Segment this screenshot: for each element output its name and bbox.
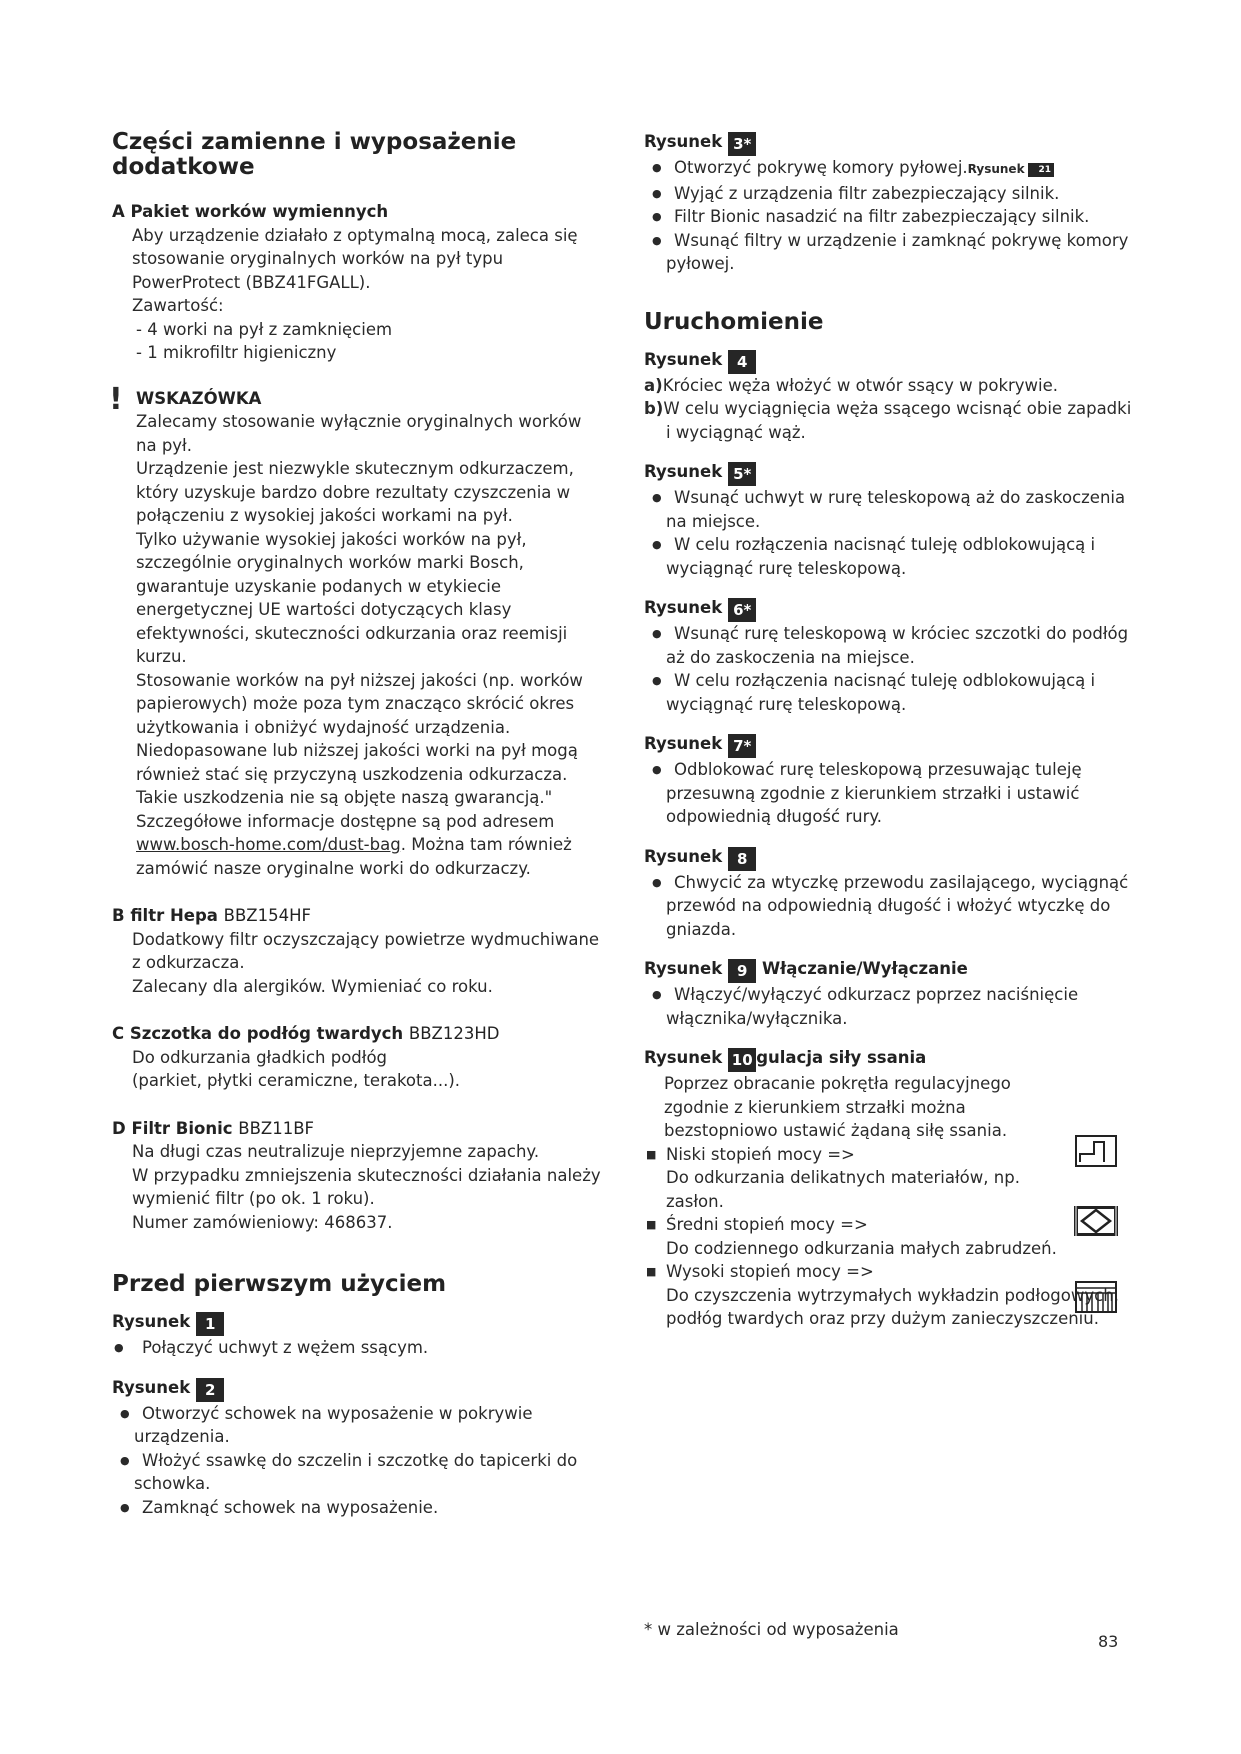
list-item: ● Wsunąć uchwyt w rurę teleskopową aż do zaskoczenia na miejsce.: [644, 486, 1139, 533]
footnote: * w zależności od wyposażenia: [644, 1620, 899, 1639]
a-item: - 1 mikrofiltr higieniczny: [136, 343, 337, 362]
figure-7-block: [644, 732, 1139, 829]
figure-number-badge: 5*: [728, 462, 756, 486]
a-title: A Pakiet worków wymiennych: [112, 202, 389, 221]
power-level-high: ■ Wysoki stopień mocy => Do czyszczenia wytrzymałych wykładzin podłogowych, podłóg twardych oraz przy dużym zanieczyszczeniu.: [644, 1260, 1079, 1331]
c-title: C Szczotka do podłóg twardych BBZ123HD: [112, 1024, 500, 1043]
figure-number-badge: 3*: [728, 132, 756, 156]
figure-number-badge: 1: [196, 1312, 224, 1336]
section-c: [112, 1022, 602, 1093]
figure-6-heading: Rysunek 6*: [644, 596, 1139, 622]
list-item: ● W celu rozłączenia nacisnąć tuleję odblokowującą i wyciągnąć rurę teleskopową.: [644, 669, 1139, 716]
a-contents-label: Zawartość:: [132, 296, 224, 315]
note-title: WSKAZÓWKA: [136, 388, 262, 408]
section-title-startup: Uruchomienie: [644, 308, 824, 335]
a-text: Aby urządzenie działało z optymalną mocą, zaleca się stosowanie oryginalnych worków na pył typu PowerProtect (BBZ41FGALL).: [132, 225, 578, 292]
note-p4: Stosowanie worków na pył niższej jakości (np. worków papierowych) może poza tym znacząco skrócić okres użytkowania i obniżyć wydajność urządzenia. Niedopasowane lub niższej jakości worki na pył mogą również stać się przyczyną uszkodzenia odkurzacza. Takie uszkodzenia nie są objęte naszą gwarancją.": [136, 670, 583, 807]
figure-10-block: [644, 1046, 1139, 1331]
c-text2: (parkiet, płytki ceramiczne, terakota...).: [132, 1071, 461, 1090]
note-block: [109, 381, 602, 881]
note-p2: Urządzenie jest niezwykle skutecznym odkurzaczem, który uzyskuje bardzo dobre rezultaty czyszczenia w połączeniu z wysokiej jakości workami na pył.: [136, 459, 574, 525]
fig10-text: Poprzez obracanie pokrętła regulacyjnego zgodnie z kierunkiem strzałki można bezstopniowo ustawić żądaną siłę ssania.: [664, 1074, 1011, 1140]
page-number: 83: [1098, 1632, 1119, 1651]
step-b: b)W celu wyciągnięcia węża ssącego wcisnąć obie zapadki i wyciągnąć wąż.: [644, 399, 1132, 442]
section-title-before-first-use: Przed pierwszym użyciem: [112, 1271, 447, 1297]
a-item: - 4 worki na pył z zamknięciem: [136, 319, 393, 339]
figure-number-badge: 6*: [728, 598, 756, 622]
figure-8-block: [644, 845, 1139, 942]
list-item: ● Chwycić za wtyczkę przewodu zasilającego, wyciągnąć przewód na odpowiednią długość i włożyć wtyczkę do gniazda.: [644, 871, 1139, 942]
b-title: B filtr Hepa BBZ154HF: [112, 906, 312, 925]
figure-number-badge: 10: [728, 1048, 756, 1072]
figure-2-block: [112, 1376, 602, 1520]
figure-5-block: [644, 460, 1139, 580]
list-item: ● Wyjąć z urządzenia filtr zabezpieczający silnik.: [644, 182, 1139, 206]
list-item: ● Połączyć uchwyt z wężem ssącym.: [112, 1336, 602, 1360]
power-level-medium: ■ Średni stopień mocy => Do codziennego odkurzania małych zabrudzeń.: [644, 1213, 1079, 1260]
note-p5: Szczegółowe informacje dostępne są pod adresem www.bosch-home.com/dust-bag. Można tam również zamówić nasze oryginalne worki do odkurzaczy.: [136, 811, 572, 878]
list-item: ● Zamknąć schowek na wyposażenie.: [112, 1496, 602, 1520]
section-title-spare-parts: [112, 130, 602, 180]
figure-number-badge: 9: [728, 959, 756, 983]
rug-icon: [1072, 1204, 1120, 1238]
exclamation-icon: !: [109, 381, 123, 417]
section-a: [112, 200, 602, 365]
power-level-low: ■ Niski stopień mocy => Do odkurzania delikatnych materiałów, np. zasłon.: [644, 1143, 1079, 1214]
figure-8-heading: Rysunek 8: [644, 845, 1139, 871]
dust-bag-link[interactable]: www.bosch-home.com/dust-bag: [136, 835, 401, 854]
title-line1: Części zamienne i wyposażenie: [112, 129, 517, 155]
figure-9-heading: Rysunek 9 Włączanie/Wyłączanie: [644, 957, 1139, 983]
b-text2: Zalecany dla alergików. Wymieniać co roku.: [132, 976, 493, 996]
figure-7-heading: Rysunek 7*: [644, 732, 1139, 758]
d-text2: W przypadku zmniejszenia skuteczności działania należy wymienić filtr (po ok. 1 roku).: [132, 1165, 601, 1208]
figure-3-heading: Rysunek 3*: [644, 130, 1139, 156]
figure-4-block: [644, 348, 1139, 445]
list-item: ● Włożyć ssawkę do szczelin i szczotkę do tapicerki do schowka.: [112, 1449, 602, 1496]
c-text: Do odkurzania gładkich podłóg: [132, 1047, 388, 1067]
list-item: ● Otworzyć pokrywę komory pyłowej.Rysunek 21: [644, 156, 1139, 182]
note-p1: Zalecamy stosowanie wyłącznie oryginalnych worków na pył.: [136, 412, 582, 455]
figure-6-block: [644, 596, 1139, 716]
figure-3-block: [644, 130, 1139, 276]
list-item: ● Filtr Bionic nasadzić na filtr zabezpieczający silnik.: [644, 205, 1139, 229]
figure-ref-badge: 21: [1028, 163, 1055, 177]
figure-9-block: [644, 957, 1139, 1030]
curtain-icon: [1074, 1134, 1118, 1168]
figure-5-heading: Rysunek 5*: [644, 460, 1139, 486]
figure-10-heading: Rysunek 10 gulacja siły ssania: [644, 1046, 1139, 1072]
figure-2-heading: Rysunek 2: [112, 1376, 602, 1402]
d-title: D Filtr Bionic BBZ11BF: [112, 1118, 315, 1138]
figure-number-badge: 2: [196, 1378, 224, 1402]
d-text: Na długi czas neutralizuje nieprzyjemne zapachy.: [132, 1142, 540, 1161]
figure-number-badge: 8: [728, 847, 756, 871]
figure-4-heading: Rysunek 4: [644, 348, 1139, 374]
carpet-icon: [1074, 1280, 1118, 1314]
section-d: [112, 1117, 602, 1235]
figure-1-heading: Rysunek 1: [112, 1310, 602, 1336]
list-item: ● Włączyć/wyłączyć odkurzacz poprzez naciśnięcie włącznika/wyłącznika.: [644, 983, 1139, 1030]
figure-1-block: [112, 1310, 602, 1360]
list-item: ● Odblokować rurę teleskopową przesuwając tuleję przesuwną zgodnie z kierunkiem strzałki i ustawić odpowiednią długość rury.: [644, 758, 1139, 829]
left-column: [109, 129, 602, 1519]
list-item: ● W celu rozłączenia nacisnąć tuleję odblokowującą i wyciągnąć rurę teleskopową.: [644, 533, 1139, 580]
figure-number-badge: 4: [728, 350, 756, 374]
list-item: ● Otworzyć schowek na wyposażenie w pokrywie urządzenia.: [112, 1402, 602, 1449]
d-text3: Numer zamówieniowy: 468637.: [132, 1212, 393, 1232]
b-text: Dodatkowy filtr oczyszczający powietrze wydmuchiwane z odkurzacza.: [132, 929, 600, 972]
title-line2: dodatkowe: [112, 154, 255, 180]
section-b: [112, 904, 602, 998]
right-column: [644, 130, 1139, 1331]
list-item: ● Wsunąć filtry w urządzenie i zamknąć pokrywę komory pyłowej.: [644, 229, 1139, 276]
step-a: a)Króciec węża włożyć w otwór ssący w pokrywie.: [644, 375, 1059, 395]
figure-number-badge: 7*: [728, 734, 756, 758]
list-item: ● Wsunąć rurę teleskopową w króciec szczotki do podłóg aż do zaskoczenia na miejsce.: [644, 622, 1139, 669]
note-p3: Tylko używanie wysokiej jakości worków na pył, szczególnie oryginalnych worków marki Bosch, gwarantuje uzyskanie podanych w etykiecie energetycznej UE wartości dotyczących klasy efektywności, skuteczności odkurzania oraz reemisji kurzu.: [136, 529, 568, 666]
